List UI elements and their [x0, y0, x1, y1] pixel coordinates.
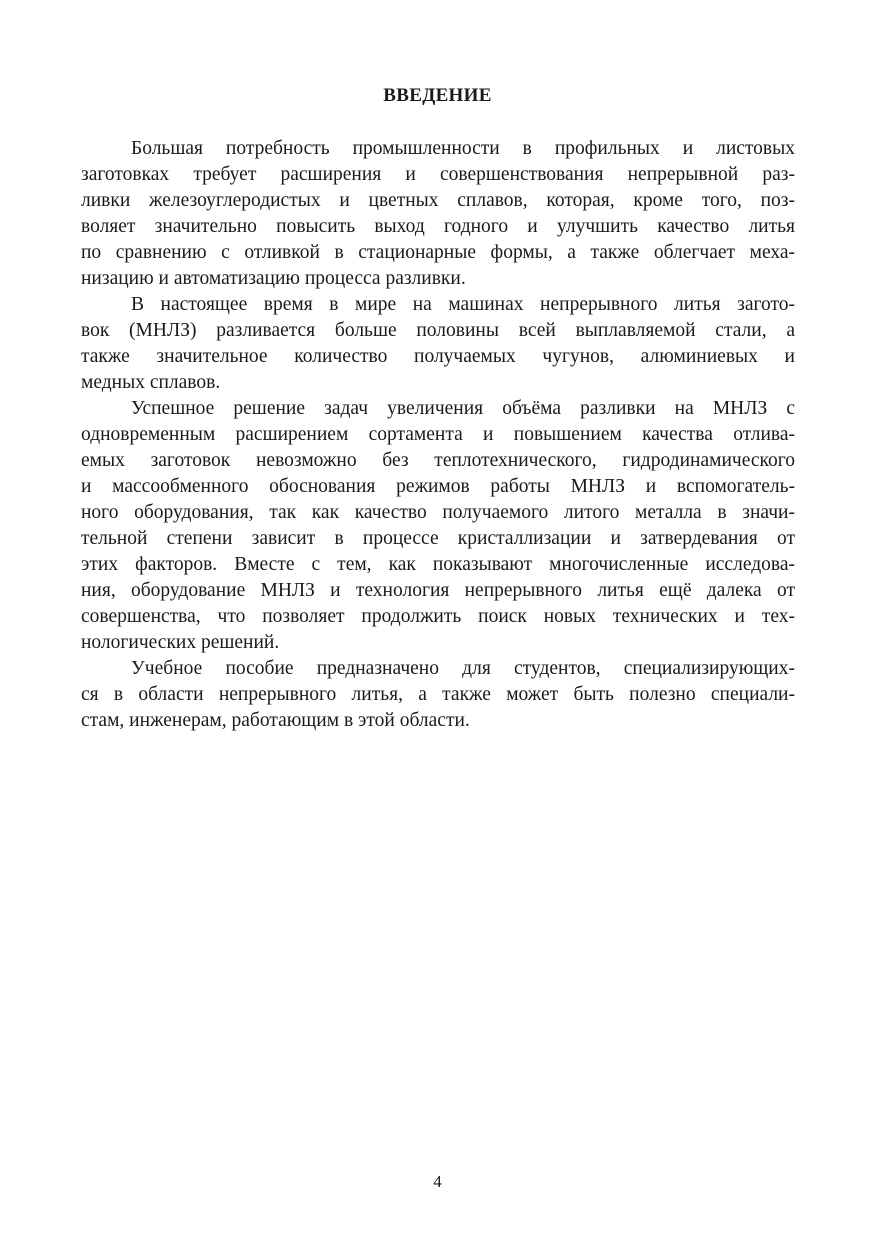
text-line: В настоящее время в мире на машинах непрерывного литья загото-	[131, 294, 795, 315]
text-line: и массообменного обоснования режимов работы МНЛЗ и вспомогатель-	[81, 476, 795, 497]
text-line: заготовках требует расширения и совершенствования непрерывной раз-	[81, 164, 795, 185]
text-line: по сравнению с отливкой в стационарные формы, а также облегчает меха-	[81, 242, 795, 263]
page-title: ВВЕДЕНИЕ	[383, 85, 492, 106]
text-line: вок (МНЛЗ) разливается больше половины всей выплавляемой стали, а	[81, 320, 795, 341]
paragraph	[81, 396, 795, 656]
text-line: емых заготовок невозможно без теплотехнического, гидродинамического	[81, 450, 795, 471]
text-line: Успешное решение задач увеличения объёма разливки на МНЛЗ с	[131, 398, 795, 419]
text-line: воляет значительно повысить выход годного и улучшить качество литья	[81, 216, 795, 237]
text-line: Большая потребность промышленности в профильных и листовых	[131, 138, 795, 159]
text-line: ного оборудования, так как качество получаемого литого металла в значи-	[81, 502, 795, 523]
text-line: одновременным расширением сортамента и повышением качества отлива-	[81, 424, 795, 445]
text-line: ния, оборудование МНЛЗ и технология непрерывного литья ещё далека от	[81, 580, 795, 601]
text-line: совершенства, что позволяет продолжить поиск новых технических и тех-	[81, 606, 795, 627]
text-line: низацию и автоматизацию процесса разливки.	[81, 268, 466, 289]
text-line: этих факторов. Вместе с тем, как показывают многочисленные исследова-	[81, 554, 795, 575]
page-number: 4	[433, 1172, 442, 1191]
text-line: ливки железоуглеродистых и цветных сплавов, которая, кроме того, поз-	[81, 190, 795, 211]
text-line: ся в области непрерывного литья, а также может быть полезно специали-	[81, 684, 795, 705]
text-line: тельной степени зависит в процессе кристаллизации и затвердевания от	[81, 528, 795, 549]
text-line: стам, инженерам, работающим в этой области.	[81, 710, 470, 731]
text-line: также значительное количество получаемых чугунов, алюминиевых и	[81, 346, 795, 367]
text-line: нологических решений.	[81, 632, 280, 653]
text-line: Учебное пособие предназначено для студентов, специализирующих-	[131, 658, 795, 679]
paragraph	[81, 136, 795, 292]
paragraph	[81, 292, 795, 396]
paragraph	[81, 656, 795, 734]
text-line: медных сплавов.	[81, 372, 221, 393]
document-body	[81, 136, 795, 734]
